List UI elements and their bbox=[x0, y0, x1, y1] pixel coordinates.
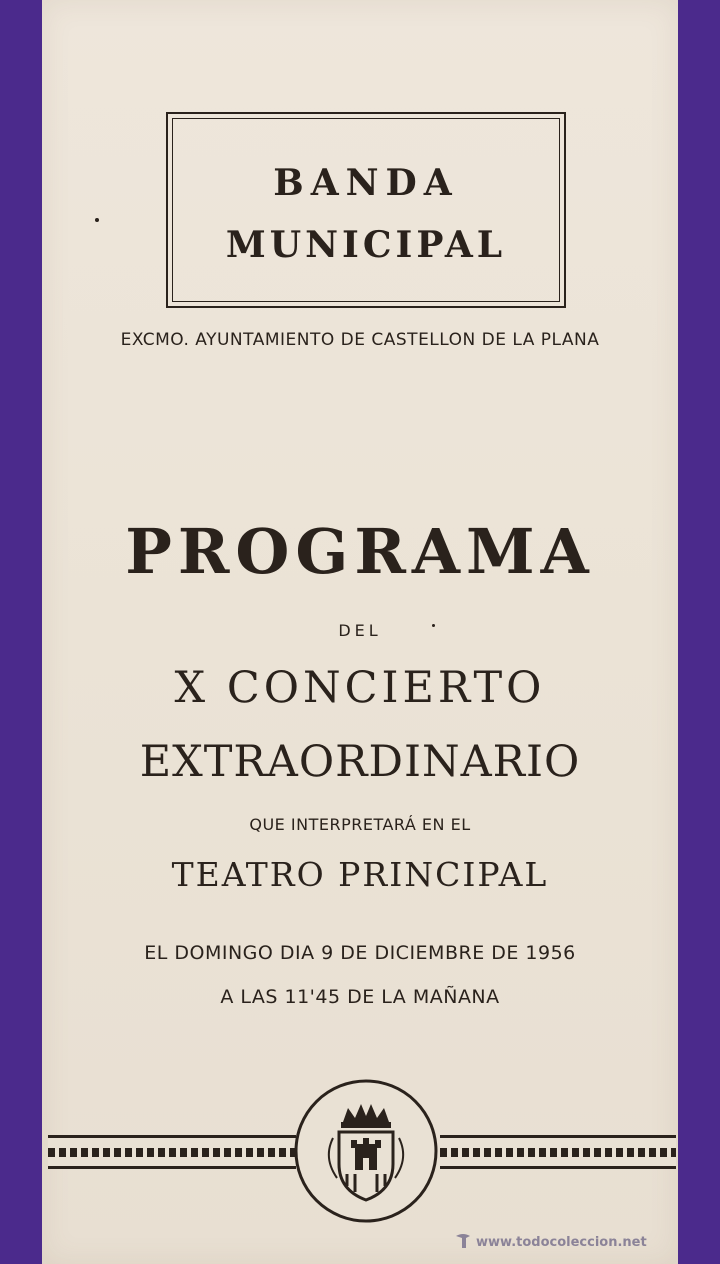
watermark-text: www.todocoleccion.net bbox=[476, 1235, 647, 1250]
ink-speck bbox=[432, 624, 435, 627]
venue-name: TEATRO PRINCIPAL bbox=[171, 855, 549, 894]
concert-time: A LAS 11'45 DE LA MAÑANA bbox=[220, 986, 500, 1008]
concert-title-line2: EXTRAORDINARIO bbox=[139, 737, 581, 787]
venue-intro: QUE INTERPRETARÁ EN EL bbox=[249, 815, 471, 834]
title-banda: BANDA bbox=[273, 162, 459, 204]
title-frame-inner bbox=[172, 118, 560, 302]
ink-speck bbox=[95, 218, 99, 222]
decorative-border-right bbox=[440, 1135, 676, 1169]
concert-date: EL DOMINGO DIA 9 DE DICIEMBRE DE 1956 bbox=[144, 942, 576, 964]
institution-name: EXCMO. AYUNTAMIENTO DE CASTELLON DE LA PLANA bbox=[120, 330, 600, 350]
title-municipal: MUNICIPAL bbox=[225, 224, 507, 266]
todocoleccion-logo-icon bbox=[454, 1232, 472, 1250]
concert-title-line1: X CONCIERTO bbox=[174, 663, 546, 713]
program-sheet bbox=[42, 0, 678, 1264]
title-frame bbox=[166, 112, 566, 308]
watermark bbox=[454, 1232, 647, 1250]
programa-heading: PROGRAMA bbox=[125, 515, 595, 588]
connector-del: DEL bbox=[338, 621, 382, 640]
coat-of-arms-icon bbox=[293, 1078, 439, 1224]
decorative-border-left bbox=[48, 1135, 296, 1169]
